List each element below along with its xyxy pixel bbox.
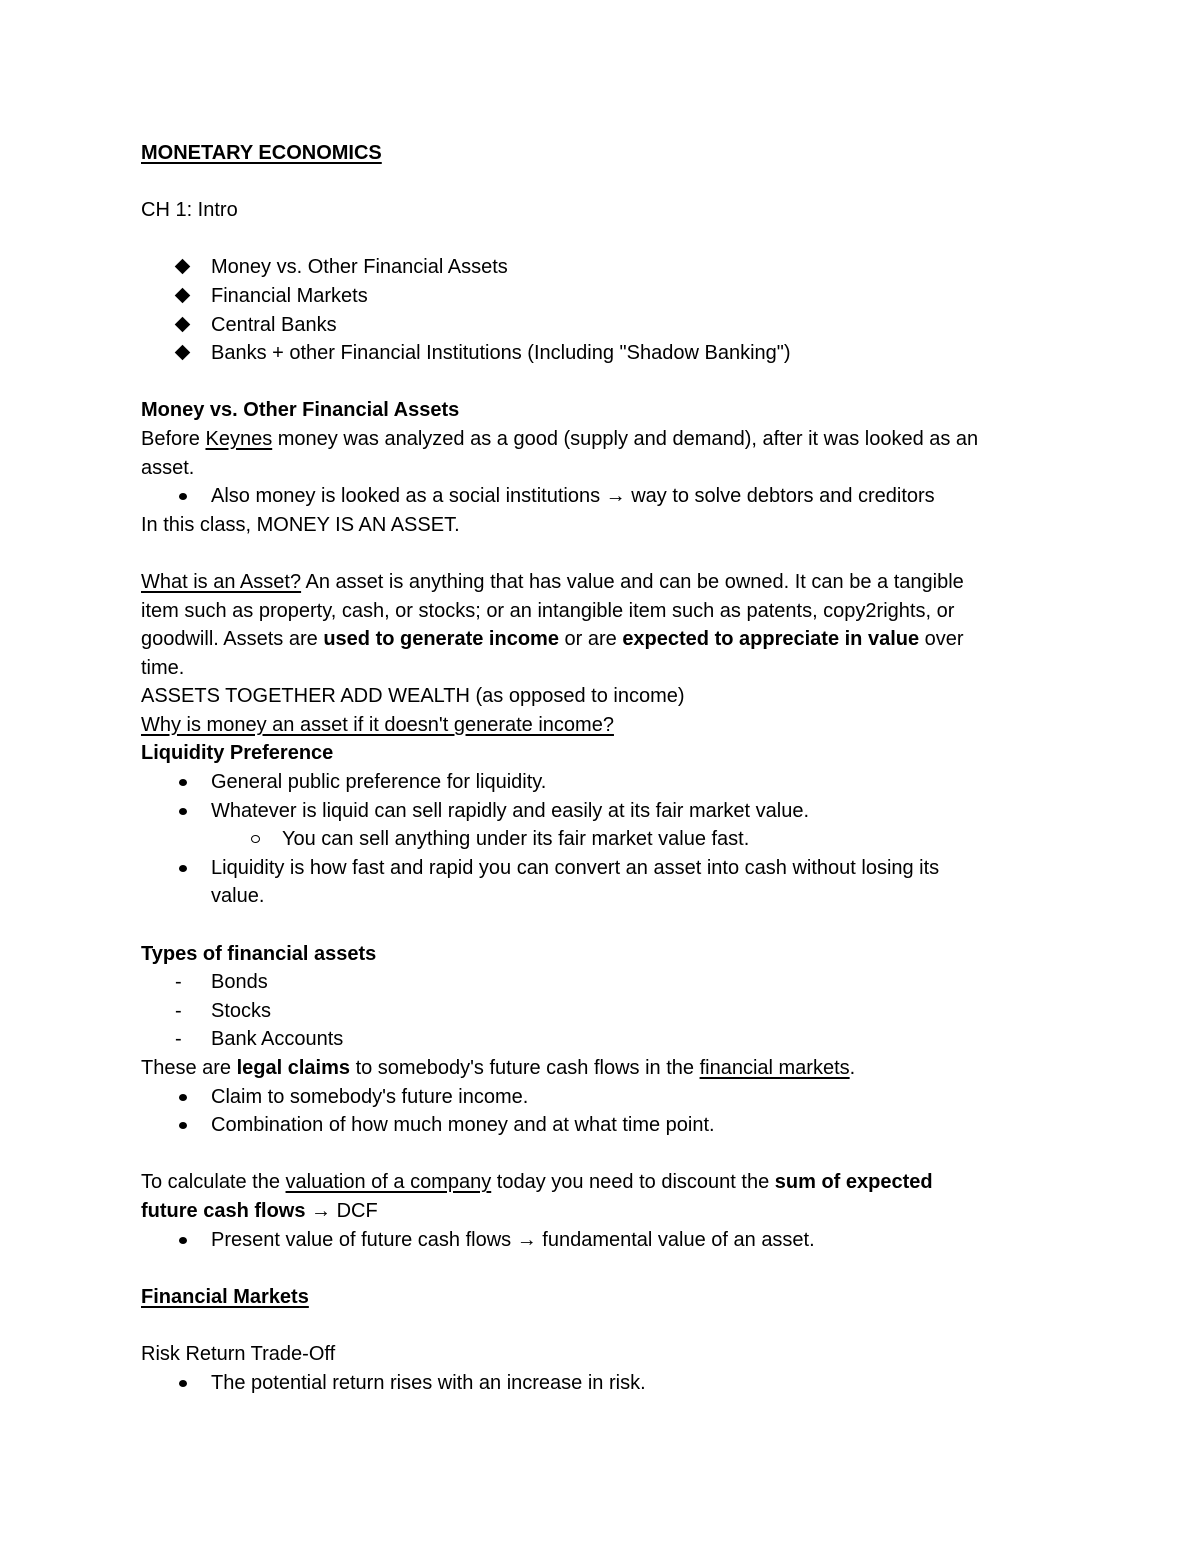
- list-item: - Bank Accounts: [141, 1025, 1061, 1054]
- bullet-icon: [179, 865, 187, 872]
- document-page: MONETARY ECONOMICS CH 1: Intro Money vs. Other Financial Assets Financial Markets Central Banks Banks + other Financial Institutions (Including "Shadow Banking") Money vs. Other Financial Assets Before Keynes money was analyzed as a good (supply and demand), after it was looked as an asset. Also money is looked as a social institutions → way to solve debtors and creditors In this class, MONEY IS AN ASSET. What is an Asset? An asset is anything that has value and can be owned. It can be a tangible item such as property, cash, or stocks; or an intangible item such as patents, copy2rights, or goodwill. Assets are used to generate income or are expected to appreciate in value over time. ASSETS TOGETHER ADD WEALTH (as opposed to income) Why is money an asset if it doesn't generate income? Liquidity Preference General public preference for liquidity. Whatever is liquid can sell rapidly and easily at its fair market value. You can sell anything under its fair market value fast. Liquidity is how fast and rapid you can convert an asset into cash without losing its value. Types of financial assets - Bonds - Stocks - Bank Accounts These are legal claims to somebody's future cash flows in the financial markets. Claim to somebody's future income. Combination of how much money and at what time point. To calculate the valuation of a company today you need to discount the sum of expected future cash flows → DCF Present value of future cash flows → fundamental value of an asset. Financial Markets Risk Return Trade-Off The potential return rises with an increase in risk.: [141, 139, 1061, 1397]
- subheading-risk: Risk Return Trade-Off: [141, 1342, 336, 1365]
- financial-markets-link: financial markets: [699, 1057, 850, 1079]
- section-heading-financial-markets: Financial Markets: [141, 1285, 309, 1308]
- diamond-bullet-icon: [175, 259, 191, 275]
- list-item: Liquidity is how fast and rapid you can convert an asset into cash without losing its: [141, 854, 1061, 883]
- list-item: Claim to somebody's future income.: [141, 1083, 1061, 1112]
- bullet-icon: [179, 1122, 187, 1129]
- toc-item: Money vs. Other Financial Assets: [141, 253, 1061, 282]
- list-item: The potential return rises with an increase in risk.: [141, 1369, 1061, 1398]
- toc-item: Central Banks: [141, 311, 1061, 340]
- sub-list-item: You can sell anything under its fair market value fast.: [141, 825, 1061, 854]
- list-item: Also money is looked as a social institutions → way to solve debtors and creditors: [141, 482, 1061, 511]
- bullet-icon: [179, 1237, 187, 1244]
- toc-item: Financial Markets: [141, 282, 1061, 311]
- toc-list: [141, 253, 1061, 367]
- diamond-bullet-icon: [175, 316, 191, 332]
- paragraph: Before Keynes money was analyzed as a good (supply and demand), after it was looked as an: [141, 427, 979, 450]
- list-item: Present value of future cash flows → fundamental value of an asset.: [141, 1226, 1061, 1255]
- paragraph: To calculate the valuation of a company today you need to discount the sum of expected: [141, 1171, 933, 1194]
- bullet-icon: [179, 779, 187, 786]
- asset-question: What is an Asset?: [141, 570, 302, 593]
- list-item: General public preference for liquidity.: [141, 768, 1061, 797]
- keynes-link: Keynes: [205, 427, 273, 450]
- bullet-icon: [179, 1094, 187, 1101]
- diamond-bullet-icon: [175, 345, 191, 361]
- paragraph: In this class, MONEY IS AN ASSET.: [141, 513, 460, 536]
- section-heading-liquidity: Liquidity Preference: [141, 742, 334, 765]
- diamond-bullet-icon: [175, 288, 191, 304]
- dash-bullet-icon: -: [175, 999, 182, 1022]
- section-heading-money: Money vs. Other Financial Assets: [141, 399, 460, 422]
- list-item: - Stocks: [141, 997, 1061, 1026]
- list-item: Whatever is liquid can sell rapidly and easily at its fair market value.: [141, 797, 1061, 826]
- paragraph: What is an Asset? An asset is anything that has value and can be owned. It can be a tangible: [141, 570, 964, 593]
- dash-bullet-icon: -: [175, 971, 182, 994]
- document-title: MONETARY ECONOMICS: [141, 142, 382, 164]
- hollow-bullet-icon: [251, 835, 260, 843]
- paragraph: These are legal claims to somebody's future cash flows in the financial markets.: [141, 1057, 856, 1079]
- why-question: Why is money an asset if it doesn't generate income?: [141, 713, 614, 736]
- valuation-link: valuation of a company: [285, 1171, 492, 1194]
- bullet-icon: [179, 493, 187, 500]
- list-item: - Bonds: [141, 968, 1061, 997]
- toc-item: Banks + other Financial Institutions (Including "Shadow Banking"): [141, 339, 1061, 368]
- list-item: Combination of how much money and at what time point.: [141, 1111, 1061, 1140]
- section-heading-types: Types of financial assets: [141, 942, 377, 965]
- dash-bullet-icon: -: [175, 1028, 182, 1051]
- bullet-icon: [179, 808, 187, 815]
- chapter-label: CH 1: Intro: [141, 199, 238, 222]
- wealth-statement: ASSETS TOGETHER ADD WEALTH (as opposed to income): [141, 685, 685, 708]
- bullet-icon: [179, 1380, 187, 1387]
